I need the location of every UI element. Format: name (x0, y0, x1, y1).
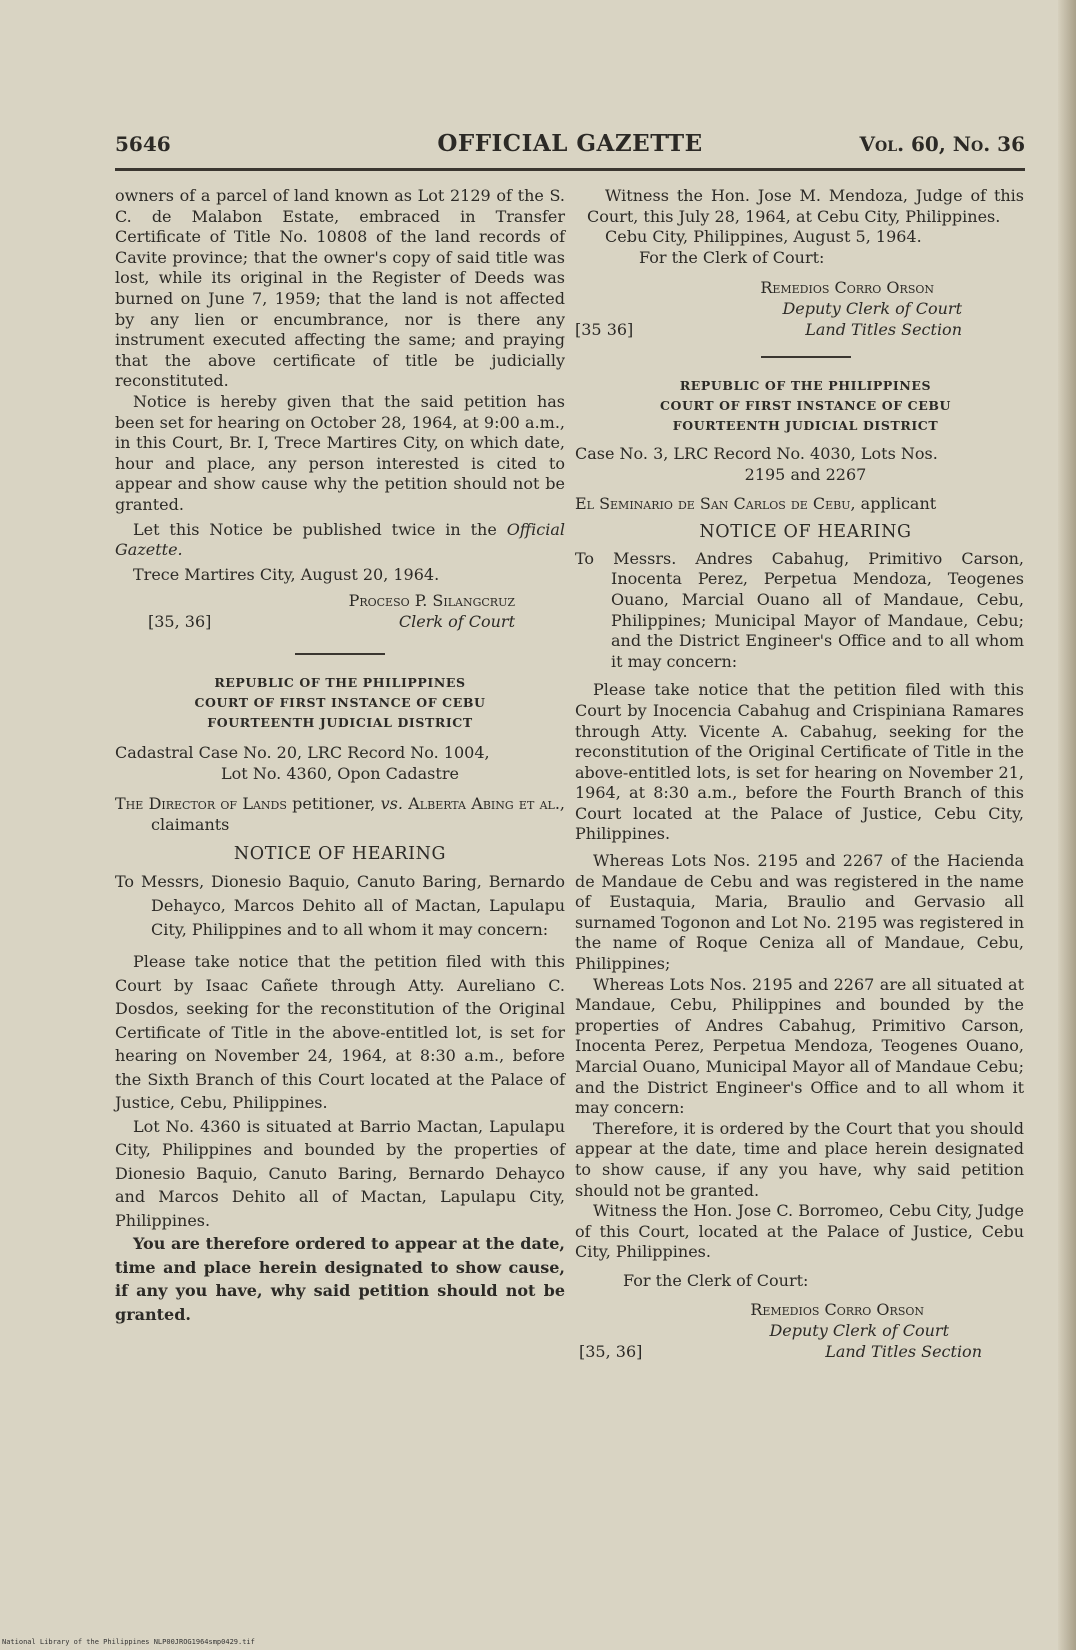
paragraph: For the Clerk of Court: (639, 247, 825, 267)
scan-source-label: National Library of the Philippines NLP00JROG1964smp0429.tif (2, 1638, 255, 1646)
case-title: Cadastral Case No. 20, LRC Record No. 1004, (115, 743, 490, 763)
addressees: To Messrs. Andres Cabahug, Primitivo Carson, Inocenta Perez, Perpetua Mendoza, Teogenes Ouano, Marcial Ouano all of Mandaue, Cebu, Philippines; Municipal Mayor of Mandaue, Cebu; and the District Engineer's Office and to all whom it may concern: (575, 548, 1024, 671)
paragraph: Cebu City, Philippines, August 5, 1964. (605, 227, 922, 247)
section-divider (761, 356, 851, 358)
signature-block (115, 591, 565, 639)
paragraph: Please take notice that the petition filed with this Court by Inocencia Cabahug and Crispiniana Ramares through Atty. Vicente A. Cabahug, seeking for the reconstitution of the Original Certificate of Title in the above-entitled lots, is set for hearing on November 21, 1964, at 8:30 a.m., before the Fourth Branch of this Court located at the Palace of Justice, Cebu City, Philippines. (575, 680, 1024, 844)
case-subtitle: Lot No. 4360, Opon Cadastre (221, 763, 459, 783)
paragraph: Witness the Hon. Jose C. Borromeo, Cebu City, Judge of this Court, located at the Palace of Justice, Cebu City, Philippines. (575, 1201, 1024, 1262)
header-rule (115, 168, 1025, 171)
notice-title: NOTICE OF HEARING (233, 843, 447, 864)
signatory-name: Remedios Corro Orson (760, 278, 934, 298)
signatory-section: Land Titles Section (805, 320, 962, 340)
paragraph: You are therefore ordered to appear at the date, time and place herein designated to show cause, if any you have, why said petition should not be granted. (115, 1234, 565, 1324)
heading-district: FOURTEENTH JUDICIAL DISTRICT (207, 715, 473, 731)
notice-title: NOTICE OF HEARING (699, 522, 912, 543)
signatory-name: Remedios Corro Orson (750, 1299, 924, 1319)
heading-court: COURT OF FIRST INSTANCE OF CEBU (194, 695, 486, 711)
volume-number: Vol. 60, No. 36 (859, 132, 1025, 156)
paragraph: Whereas Lots Nos. 2195 and 2267 of the Hacienda de Mandaue de Cebu and was registered in the name of Eustaquia, Maria, Braulio and Gervasio all surnamed Togonon and Lot No. 2195 was registered in the name of Roque Ceniza all of Mandaue, Cebu, Philippines; (575, 851, 1024, 974)
signatory-title: Clerk of Court (398, 612, 515, 632)
section-divider (295, 653, 385, 655)
signatory-section: Land Titles Section (825, 1341, 982, 1361)
signatory-title: Deputy Clerk of Court (769, 1320, 949, 1340)
paragraph: Trece Martires City, August 20, 1964. (133, 564, 440, 584)
right-column (575, 186, 1024, 1364)
issue-reference: [35 36] (575, 320, 634, 340)
case-applicant: El Seminario de San Carlos de Cebu, applicant (575, 493, 937, 513)
paragraph: Please take notice that the petition filed with this Court by Isaac Cañete through Atty. Aureliano C. Dosdos, seeking for the reconstitution of the Original Certificate of Title in the above-entitled lot, is set for hearing on November 24, 1964, at 8:30 a.m., before the Sixth Branch of this Court located at the Palace of Justice, Cebu, Philippines. (115, 952, 565, 1113)
signature-block (579, 1299, 1024, 1364)
signatory-name: Proceso P. Silangcruz (348, 591, 515, 611)
heading-republic: REPUBLIC OF THE PHILIPPINES (679, 378, 932, 394)
signature-block (575, 278, 1024, 342)
paragraph: For the Clerk of Court: (623, 1270, 809, 1290)
case-parties: The Director of Lands petitioner, vs. Alberta Abing et al., claimants (115, 794, 565, 835)
addressees: To Messrs, Dionesio Baquio, Canuto Baring, Bernardo Dehayco, Marcos Dehito all of Mactan, Lapulapu City, Philippines and to all whom it may concern: (115, 872, 565, 940)
heading-district: FOURTEENTH JUDICIAL DISTRICT (672, 418, 939, 434)
paragraph: Let this Notice be published twice in the Official Gazette. (115, 519, 565, 560)
issue-reference: [35, 36] (579, 1341, 643, 1361)
signatory-title: Deputy Clerk of Court (782, 299, 962, 319)
paragraph: Notice is hereby given that the said petition has been set for hearing on October 28, 1964, at 9:00 a.m., in this Court, Br. I, Trece Martires City, on which date, hour and place, any person interested is cited to appear and show cause why the petition should not be granted. (115, 391, 565, 514)
issue-reference: [35, 36] (148, 612, 212, 632)
page-header (115, 128, 1025, 164)
case-title: Case No. 3, LRC Record No. 4030, Lots Nos. (575, 444, 938, 464)
heading-republic: REPUBLIC OF THE PHILIPPINES (214, 675, 466, 691)
heading-court: COURT OF FIRST INSTANCE OF CEBU (660, 398, 951, 414)
paragraph: Witness the Hon. Jose M. Mendoza, Judge of this Court, this July 28, 1964, at Cebu City, Philippines. (587, 186, 1024, 226)
case-subtitle: 2195 and 2267 (744, 464, 867, 484)
paragraph: owners of a parcel of land known as Lot 2129 of the S. C. de Malabon Estate, embraced in Transfer Certificate of Title No. 10808 of the land records of Cavite province; that the owner's copy of said title was lost, while its original in the Register of Deeds was burned on June 7, 1959; that the land is not affected by any lien or encumbrance, nor is there any instrument executed affecting the same; and praying that the above certificate of title be judicially reconstituted. (115, 186, 565, 391)
paragraph: Whereas Lots Nos. 2195 and 2267 are all situated at Mandaue, Cebu, Philippines and bounded by the properties of Andres Cabahug, Primitivo Carson, Inocenta Perez, Perpetua Mendoza, Teogenes Ouano, Marcial Ouano, Municipal Mayor all of Mandaue Cebu; and the District Engineer's Office and to all whom it may concern: (575, 974, 1024, 1118)
left-column (115, 186, 565, 1326)
page-number: 5646 (115, 132, 171, 156)
paragraph: Therefore, it is ordered by the Court that you should appear at the date, time and place herein designated to show cause, if any you have, why said petition should not be granted. (575, 1118, 1024, 1200)
page-edge (1058, 0, 1076, 1650)
paragraph: Lot No. 4360 is situated at Barrio Mactan, Lapulapu City, Philippines and bounded by the properties of Dionesio Baquio, Canuto Baring, Bernardo Dehayco and Marcos Dehito all of Mactan, Lapulapu City, Philippines. (115, 1116, 565, 1230)
publication-title: OFFICIAL GAZETTE (437, 130, 703, 157)
